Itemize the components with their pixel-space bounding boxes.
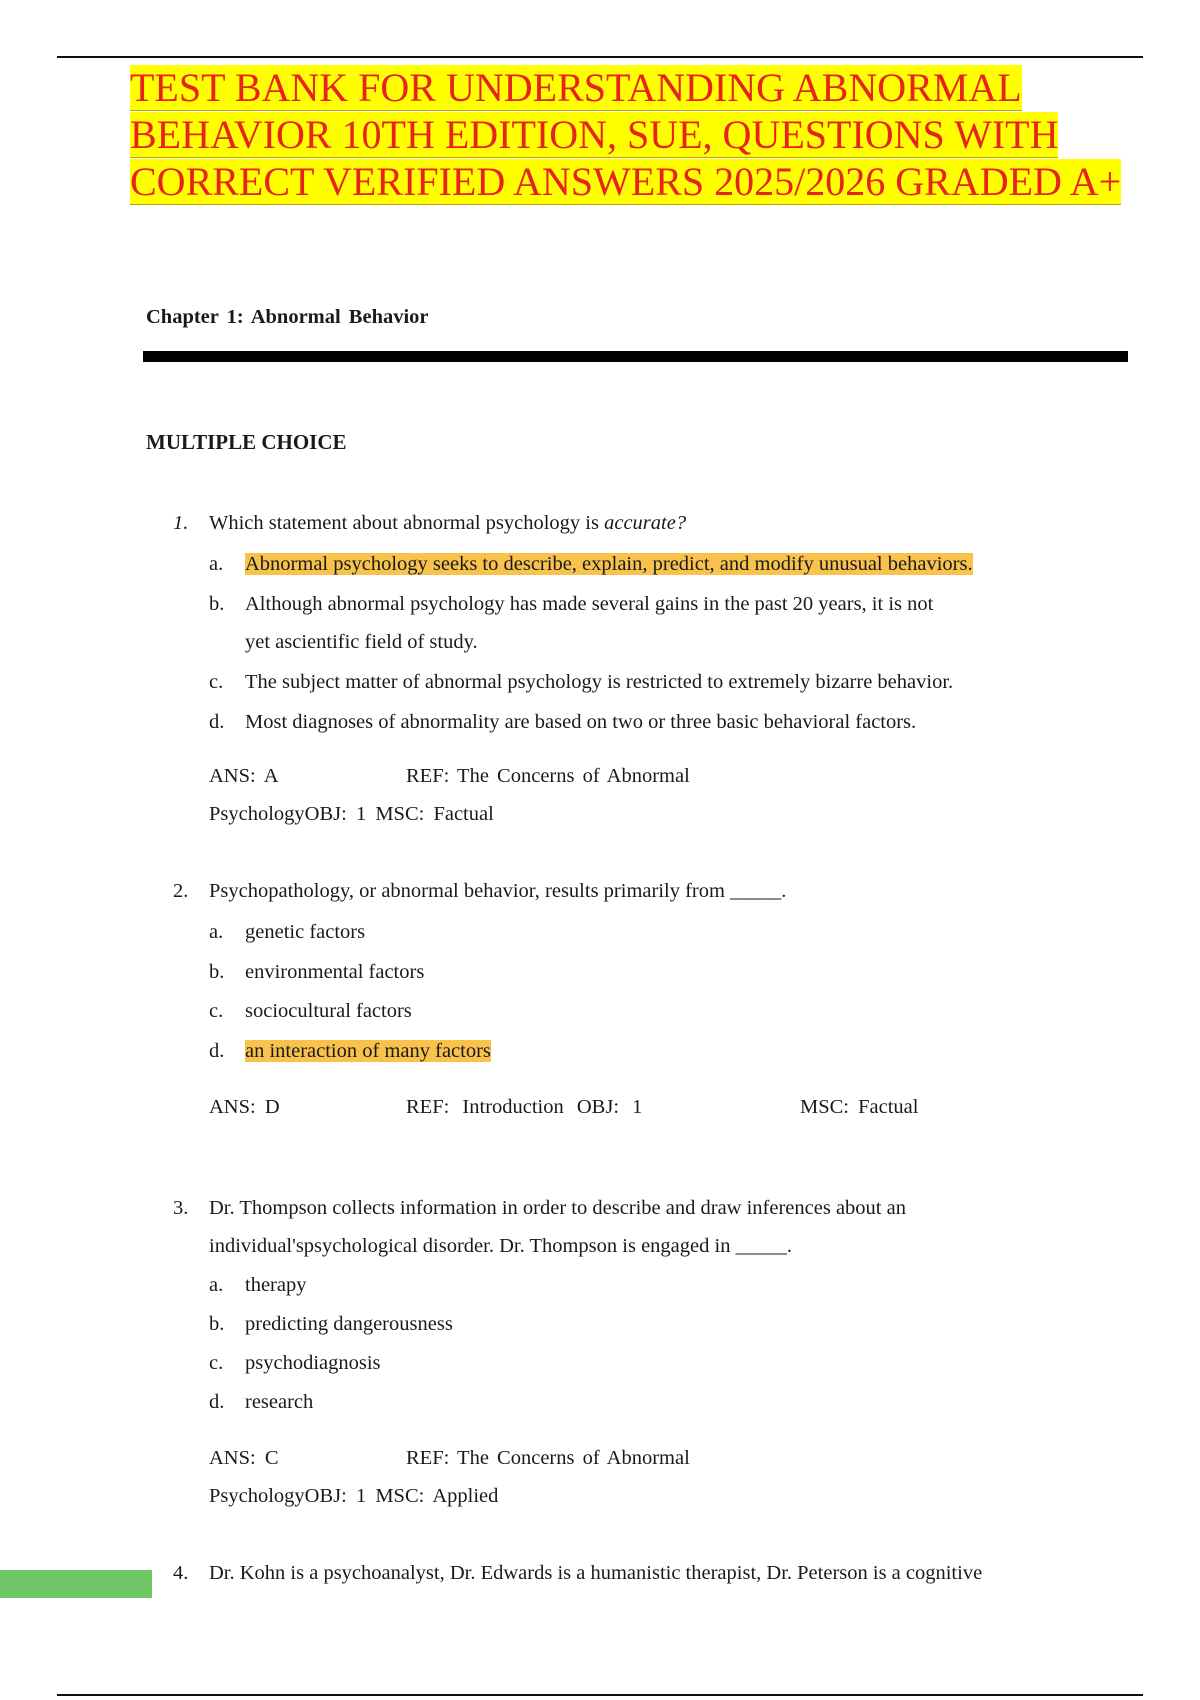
option-letter: b. bbox=[209, 961, 225, 983]
page-tab-marker bbox=[0, 1570, 152, 1598]
option-letter: a. bbox=[209, 553, 224, 575]
option-letter: d. bbox=[209, 1391, 225, 1413]
option-letter: c. bbox=[209, 671, 224, 693]
option-d: Most diagnoses of abnormality are based on two or three basic behavioral factors. bbox=[245, 711, 917, 733]
option-letter: a. bbox=[209, 921, 224, 943]
question-stem: Psychopathology, or abnormal behavior, results primarily from _____. bbox=[209, 880, 787, 902]
reference: REF: The Concerns of Abnormal bbox=[406, 765, 690, 787]
option-c: sociocultural factors bbox=[245, 1000, 412, 1022]
top-rule bbox=[57, 56, 1143, 58]
document-title bbox=[130, 64, 1140, 205]
section-heading: MULTIPLE CHOICE bbox=[146, 430, 347, 454]
option-letter: d. bbox=[209, 1040, 225, 1062]
objective-msc: PsychologyOBJ: 1 MSC: Applied bbox=[209, 1485, 499, 1507]
option-a: genetic factors bbox=[245, 921, 366, 943]
question-number: 3. bbox=[173, 1197, 189, 1219]
title-line-3: CORRECT VERIFIED ANSWERS 2025/2026 GRADED A+ bbox=[130, 159, 1122, 204]
answer-key: ANS: C bbox=[209, 1447, 279, 1469]
option-letter: c. bbox=[209, 1352, 224, 1374]
option-letter: d. bbox=[209, 711, 225, 733]
stem-text: Which statement about abnormal psychology is bbox=[209, 512, 605, 534]
question-stem-line-2: individual'spsychological disorder. Dr. Thompson is engaged in _____. bbox=[209, 1235, 792, 1257]
option-d: research bbox=[245, 1391, 314, 1413]
option-letter: b. bbox=[209, 1313, 225, 1335]
stem-italic-text: accurate? bbox=[604, 512, 687, 534]
correct-answer-highlight: Abnormal psychology seeks to describe, explain, predict, and modify unusual behaviors. bbox=[245, 553, 973, 575]
chapter-divider bbox=[143, 351, 1128, 362]
chapter-heading: Chapter 1: Abnormal Behavior bbox=[146, 306, 429, 328]
option-b-line-1: Although abnormal psychology has made several gains in the past 20 years, it is not bbox=[245, 593, 934, 615]
option-b-line-2: yet ascientific field of study. bbox=[245, 631, 478, 653]
question-stem-line-1: Dr. Thompson collects information in order to describe and draw inferences about an bbox=[209, 1197, 906, 1219]
option-c: psychodiagnosis bbox=[245, 1352, 381, 1374]
title-line-2: BEHAVIOR 10TH EDITION, SUE, QUESTIONS WITH bbox=[130, 112, 1059, 157]
correct-answer-highlight: an interaction of many factors bbox=[245, 1040, 491, 1062]
question-stem: Dr. Kohn is a psychoanalyst, Dr. Edwards is a humanistic therapist, Dr. Peterson is a cognitive bbox=[209, 1562, 983, 1584]
msc: MSC: Factual bbox=[800, 1096, 919, 1118]
reference: REF: The Concerns of Abnormal bbox=[406, 1447, 690, 1469]
option-letter: b. bbox=[209, 593, 225, 615]
question-number: 4. bbox=[173, 1562, 189, 1584]
option-c: The subject matter of abnormal psychology is restricted to extremely bizarre behavior. bbox=[245, 671, 954, 693]
question-number: 2. bbox=[173, 880, 189, 902]
title-line-1: TEST BANK FOR UNDERSTANDING ABNORMAL bbox=[130, 65, 1022, 110]
option-a: therapy bbox=[245, 1274, 307, 1296]
objective-msc: PsychologyOBJ: 1 MSC: Factual bbox=[209, 803, 494, 825]
option-b: environmental factors bbox=[245, 961, 425, 983]
reference: REF: Introduction OBJ: 1 bbox=[406, 1096, 643, 1118]
answer-key: ANS: A bbox=[209, 765, 279, 787]
option-a bbox=[245, 553, 973, 576]
bottom-rule bbox=[57, 1694, 1143, 1696]
question-number: 1. bbox=[173, 512, 189, 534]
option-letter: a. bbox=[209, 1274, 224, 1296]
answer-key: ANS: D bbox=[209, 1096, 280, 1118]
option-letter: c. bbox=[209, 1000, 224, 1022]
option-d bbox=[245, 1040, 491, 1063]
question-stem bbox=[209, 512, 686, 535]
option-b: predicting dangerousness bbox=[245, 1313, 453, 1335]
